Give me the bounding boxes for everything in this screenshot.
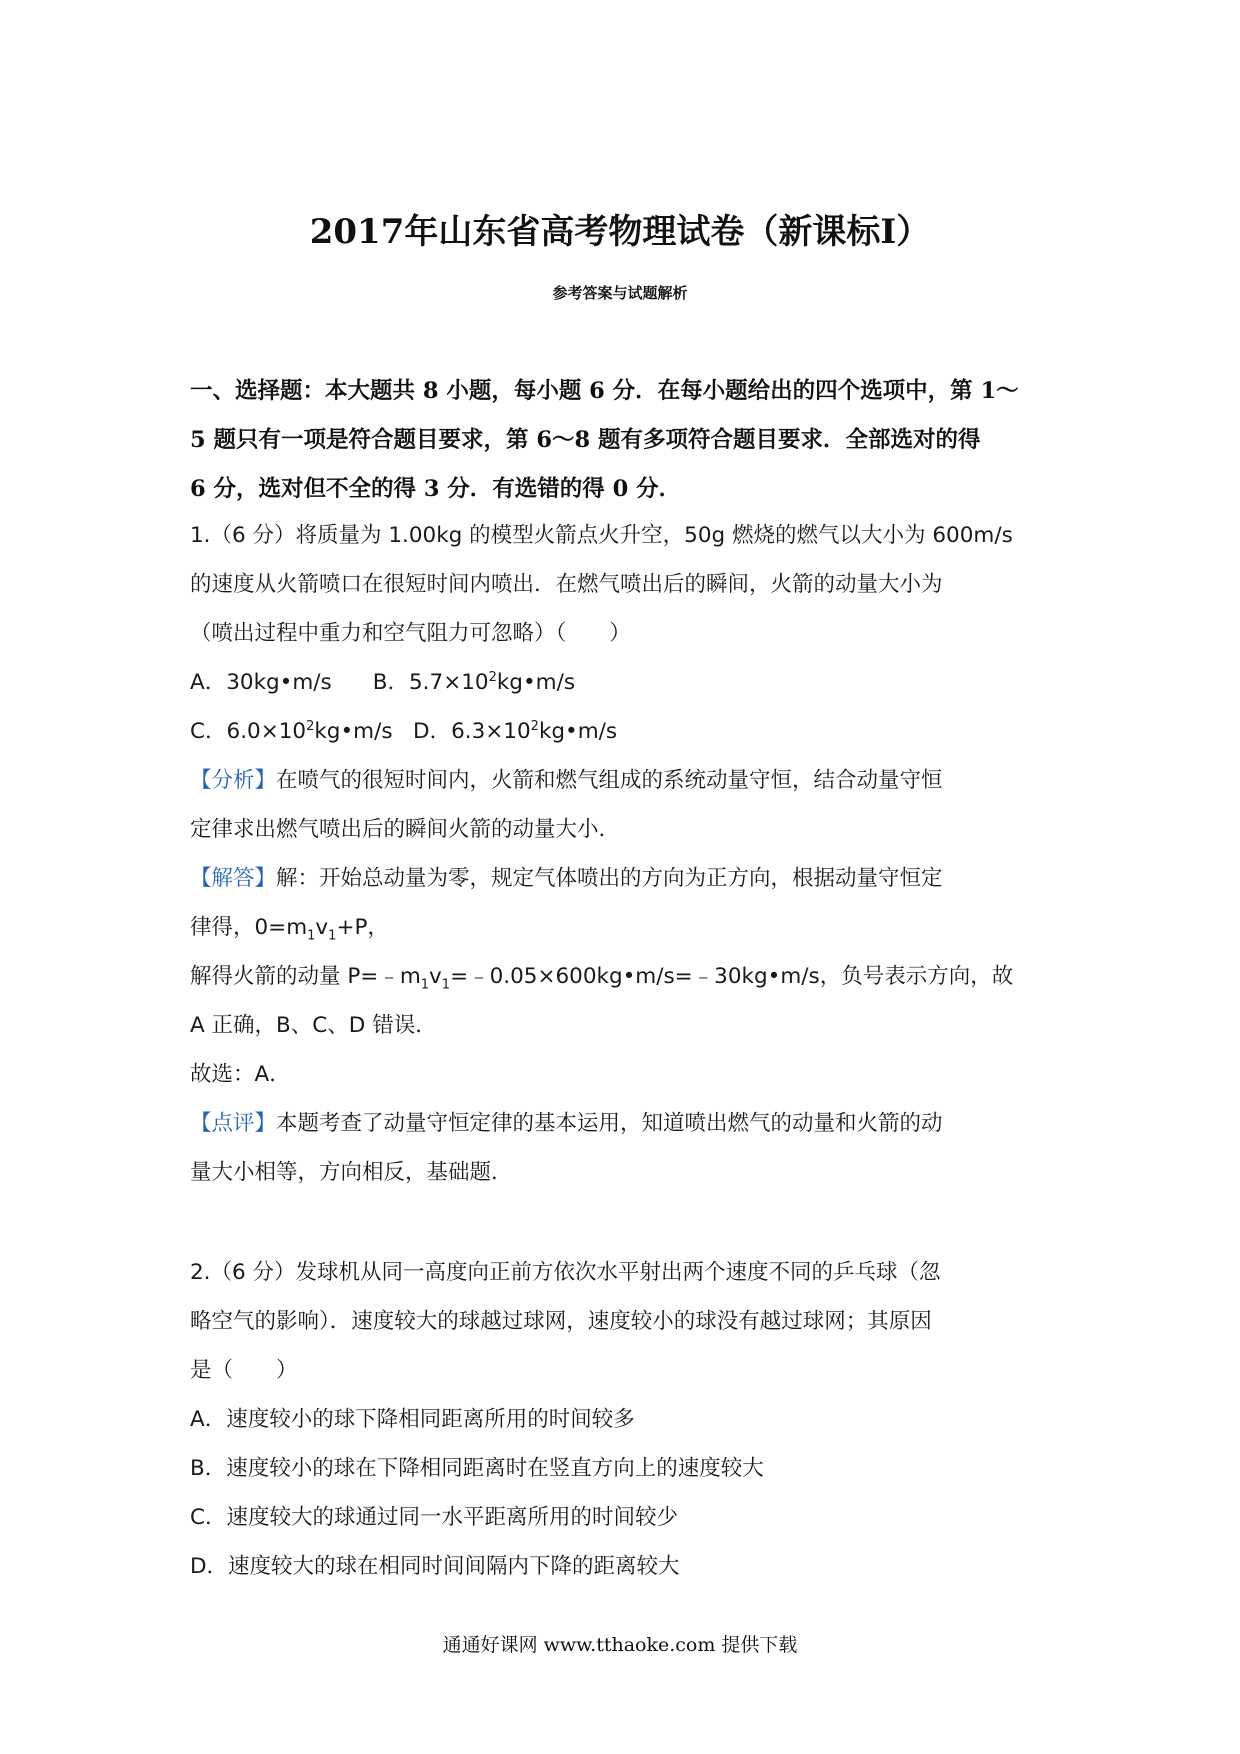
q1-options-cd [190, 707, 1070, 756]
q2-option-c: C．速度较大的球通过同一水平距离所用的时间较少 [190, 1505, 679, 1530]
page-footer: 通通好课网 www.tthaoke.com 提供下载 [442, 1634, 798, 1656]
q1-answer-line: 解得火箭的动量 $P=﹣m_1v_1=﹣0.05\times 600kg•m/s=﹣30kg•m/s$，负号表示方向，故 [190, 964, 1014, 993]
section-line: 5 题只有一项是符合题目要求，第 6～8 题有多项符合题目要求．全部选对的得 [190, 427, 981, 453]
question-2 [190, 1248, 1070, 1591]
page-title: 2017年山东省高考物理试卷（新课标Ⅰ） [309, 212, 931, 252]
q1-option-b: B．$5.7\times 10^2kg•m/s$ [372, 669, 576, 695]
q2-option-d: D．速度较大的球在相同时间间隔内下降的距离较大 [190, 1554, 680, 1579]
answer-tag: 【解答】 [190, 866, 277, 891]
q1-option-d: D．$6.3\times 10^2kg•m/s$ [413, 718, 618, 744]
page-subtitle: 参考答案与试题解析 [552, 284, 688, 302]
q2-stem-line: 2.（6 分）发球机从同一高度向正前方依次水平射出两个速度不同的乒乓球（忽 [190, 1260, 941, 1285]
q1-options-ab [190, 658, 1070, 707]
q1-stem-line: （喷出过程中重力和空气阻力可忽略）（ ） [190, 621, 631, 646]
q1-answer: 【解答】解：开始总动量为零，规定气体喷出的方向为正方向，根据动量守恒定 [190, 866, 943, 891]
comment-tag: 【点评】 [190, 1111, 277, 1136]
q2-stem-line: 略空气的影响）．速度较大的球越过球网，速度较小的球没有越过球网；其原因 [190, 1309, 932, 1334]
q1-stem-line: 的速度从火箭喷口在很短时间内喷出．在燃气喷出后的瞬间，火箭的动量大小为 [190, 572, 943, 597]
section-line: 一、选择题：本大题共 8 小题，每小题 6 分．在每小题给出的四个选项中，第 1～ [190, 378, 1019, 404]
q1-option-c: C．$6.0\times 10^2kg•m/s$ [190, 718, 393, 744]
q1-answer-line: A 正确，B、C、D 错误． [190, 1013, 437, 1038]
analysis-tag: 【分析】 [190, 768, 277, 793]
section-line: 6 分，选对但不全的得 3 分．有选错的得 0 分． [190, 476, 682, 502]
q2-option-a: A．速度较小的球下降相同距离所用的时间较多 [190, 1407, 635, 1432]
q1-analysis-line: 定律求出燃气喷出后的瞬间火箭的动量大小． [190, 817, 621, 842]
q1-comment-line: 量大小相等，方向相反，基础题． [190, 1160, 513, 1185]
q1-comment: 【点评】本题考查了动量守恒定律的基本运用，知道喷出燃气的动量和火箭的动 [190, 1111, 943, 1136]
q1-analysis: 【分析】在喷气的很短时间内，火箭和燃气组成的系统动量守恒，结合动量守恒 [190, 768, 943, 793]
q2-option-b: B．速度较小的球在下降相同距离时在竖直方向上的速度较大 [190, 1456, 764, 1481]
q1-choice: 故选：A． [190, 1062, 291, 1087]
q1-stem-line: 1.（6 分）将质量为 1.00kg 的模型火箭点火升空，50g 燃烧的燃气以大小为 600m/s [190, 523, 1013, 548]
section-heading [190, 367, 1060, 514]
q1-answer-line: 律得，$0=m_1v_1+P$， [190, 915, 389, 944]
q1-option-a: A．30kg•m/s [190, 670, 332, 695]
q2-stem-line: 是（ ） [190, 1358, 298, 1383]
question-1 [190, 511, 1070, 1197]
